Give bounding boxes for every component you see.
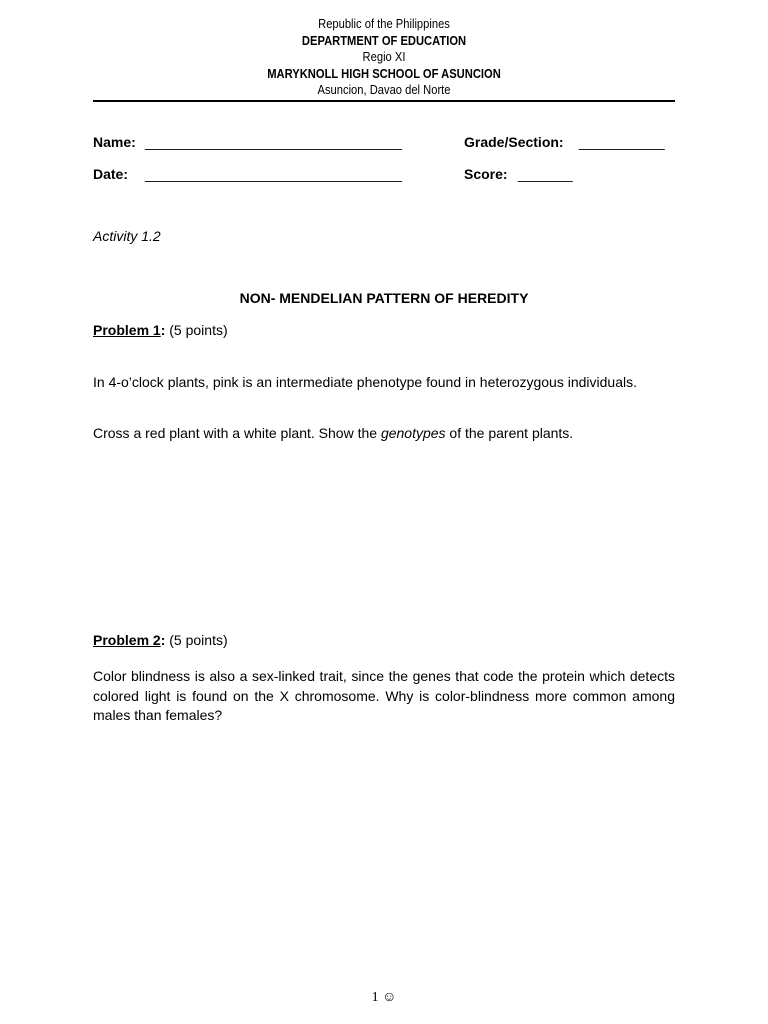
problem-2-label: Problem 2 [93, 632, 161, 648]
problem-1-points: (5 points) [165, 322, 228, 338]
date-label: Date: [93, 166, 129, 182]
header-republic: Republic of the Philippines [318, 16, 450, 31]
problem-2-points: (5 points) [165, 632, 228, 648]
score-field: _______ [518, 166, 573, 182]
document-header [93, 16, 675, 99]
activity-number: Activity 1.2 [93, 228, 161, 244]
problem-1-question-emphasis: genotypes [380, 425, 446, 441]
page-number: 1 ☺ [371, 990, 397, 1005]
problem-1-statement: In 4-o’clock plants, pink is an intermediate phenotype found in heterozygous individuals. [93, 374, 637, 390]
header-address: Asuncion, Davao del Norte [317, 82, 451, 98]
problem-1-question [93, 424, 675, 444]
header-department: DEPARTMENT OF EDUCATION [301, 32, 467, 48]
problem-1-heading [93, 322, 228, 338]
problem-1-colon: : [160, 322, 166, 338]
problem-2-question: Color blindness is also a sex-linked trait, since the genes that code the protein which detects colored light is found on the X chromosome. Why is color-blindness more common among males than females? [93, 668, 675, 723]
problem-2-colon: : [160, 632, 166, 648]
date-field: _________________________________ [145, 166, 402, 182]
score-label: Score: [464, 166, 508, 182]
header-divider [93, 100, 675, 102]
name-label: Name: [93, 134, 136, 150]
worksheet-title: NON- MENDELIAN PATTERN OF HEREDITY [239, 290, 529, 306]
name-field: _________________________________ [145, 134, 402, 150]
problem-2-heading [93, 632, 228, 648]
grade-section-label: Grade/Section: [464, 134, 564, 150]
problem-1-label: Problem 1 [93, 322, 161, 338]
problem-1-question-start: Cross a red plant with a white plant. Show the [93, 425, 381, 441]
header-region: Regio XI [362, 49, 406, 65]
header-school: MARYKNOLL HIGH SCHOOL OF ASUNCION [267, 65, 501, 81]
problem-1-question-end: of the parent plants. [445, 425, 574, 441]
grade-section-field: ___________ [579, 134, 665, 150]
